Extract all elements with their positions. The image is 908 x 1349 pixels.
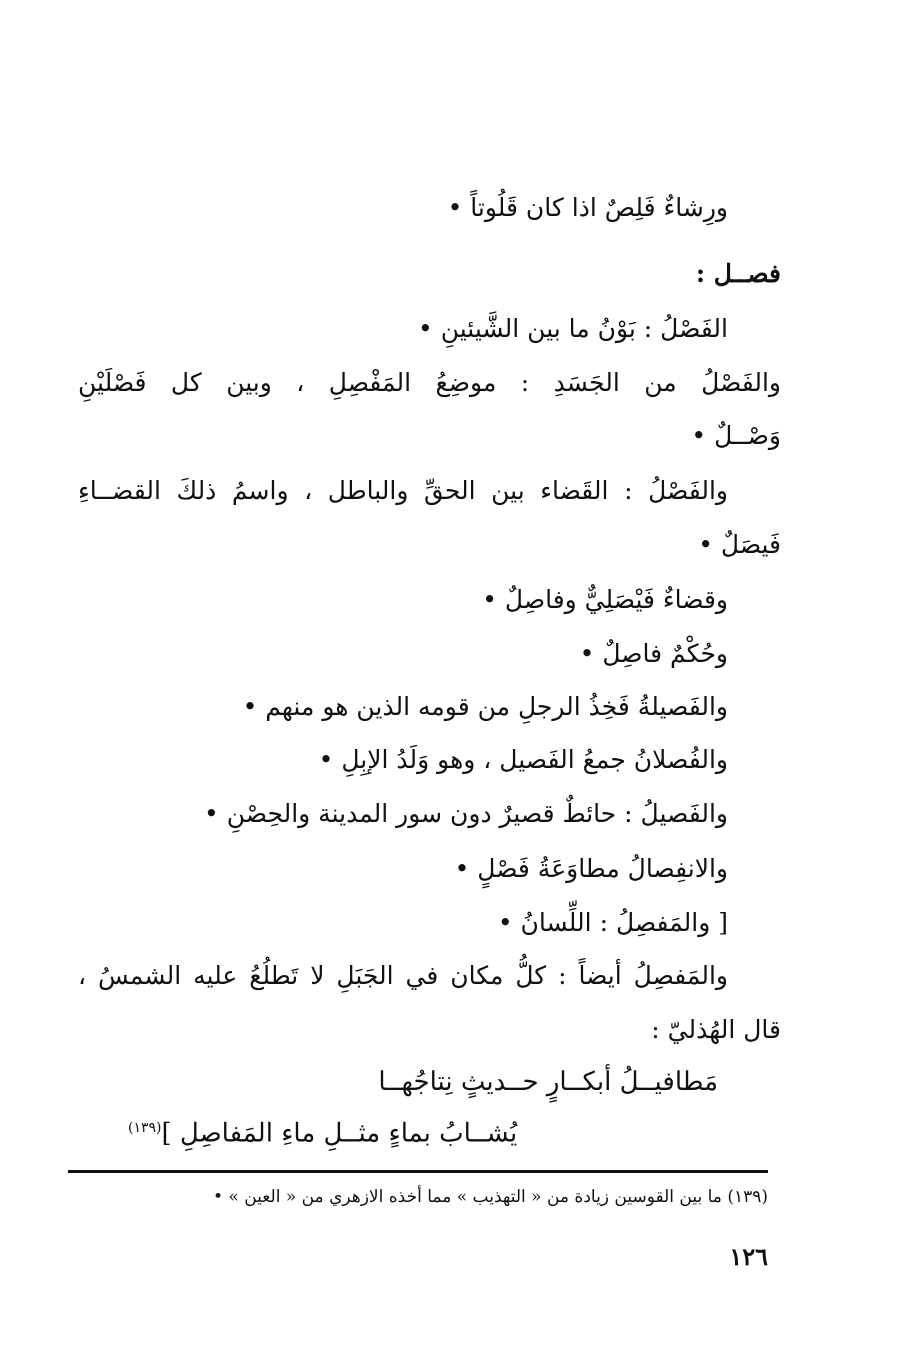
text-line-11: والفَصيلُ : حائطٌ قصيرٌ دون سور المدينة والحِصْنِ • (204, 799, 728, 828)
verse-line-1: مَطافيــلُ أبكــارٍ حــديثٍ نِتاجُهــا (378, 1067, 718, 1097)
text-line-15: قال الهُذليّ : (651, 1015, 781, 1044)
section-heading: فصــل : (695, 259, 781, 288)
text-line-9: والفَصيلةُ فَخِذُ الرجلِ من قومه الذين هو منهم • (242, 692, 728, 721)
page-number: ١٢٦ (729, 1242, 768, 1271)
text-line-6: فَيصَلٌ • (698, 530, 781, 559)
verse-line-2-text: يُشــابُ بماءٍ مثــلِ ماءِ المَفاصِلِ ] (161, 1118, 518, 1149)
footnote-divider (68, 1170, 768, 1173)
text-line-4: وَصْــلٌ • (691, 421, 781, 450)
text-line-14: والمَفصِلُ أيضاً : كلُّ مكان في الجَبَلِ لا تَطلُعُ عليه الشمسُ ، (78, 961, 728, 990)
text-line-3: والفَصْلُ من الجَسَدِ : موضِعُ المَفْصِلِ ، وبين كل فَصْلَيْنِ (78, 368, 781, 397)
footnote: (١٣٩) ما بين القوسين زيادة من « التهذيب » مما أخذه الازهري من « العين » • (213, 1187, 768, 1207)
text-line-5: والفَصْلُ : القَضاء بين الحقِّ والباطل ، واسمُ ذلكَ القضــاءِ (78, 476, 728, 505)
text-line-2: الفَصْلُ : بَوْنُ ما بين الشَّيئينِ • (418, 314, 728, 343)
text-line-12: والانفِصالُ مطاوَعَةُ فَصْلٍ • (454, 854, 728, 883)
text-line-7: وقضاءٌ فَيْصَلِيٌّ وفاصِلٌ • (482, 585, 728, 614)
text-line-1: ورِشاءٌ فَلِصٌ اذا كان قَلُوتاً • (447, 193, 728, 222)
text-line-10: والفُصلانُ جمعُ الفَصيل ، وهو وَلَدُ الإبِلِ • (318, 745, 728, 774)
text-line-13: [ والمَفصِلُ : اللِّسانُ • (497, 908, 728, 937)
footnote-reference: (١٣٩) (128, 1120, 162, 1136)
text-line-8: وحُكْمٌ فاصِلٌ • (579, 639, 728, 668)
verse-line-2 (128, 1110, 517, 1152)
